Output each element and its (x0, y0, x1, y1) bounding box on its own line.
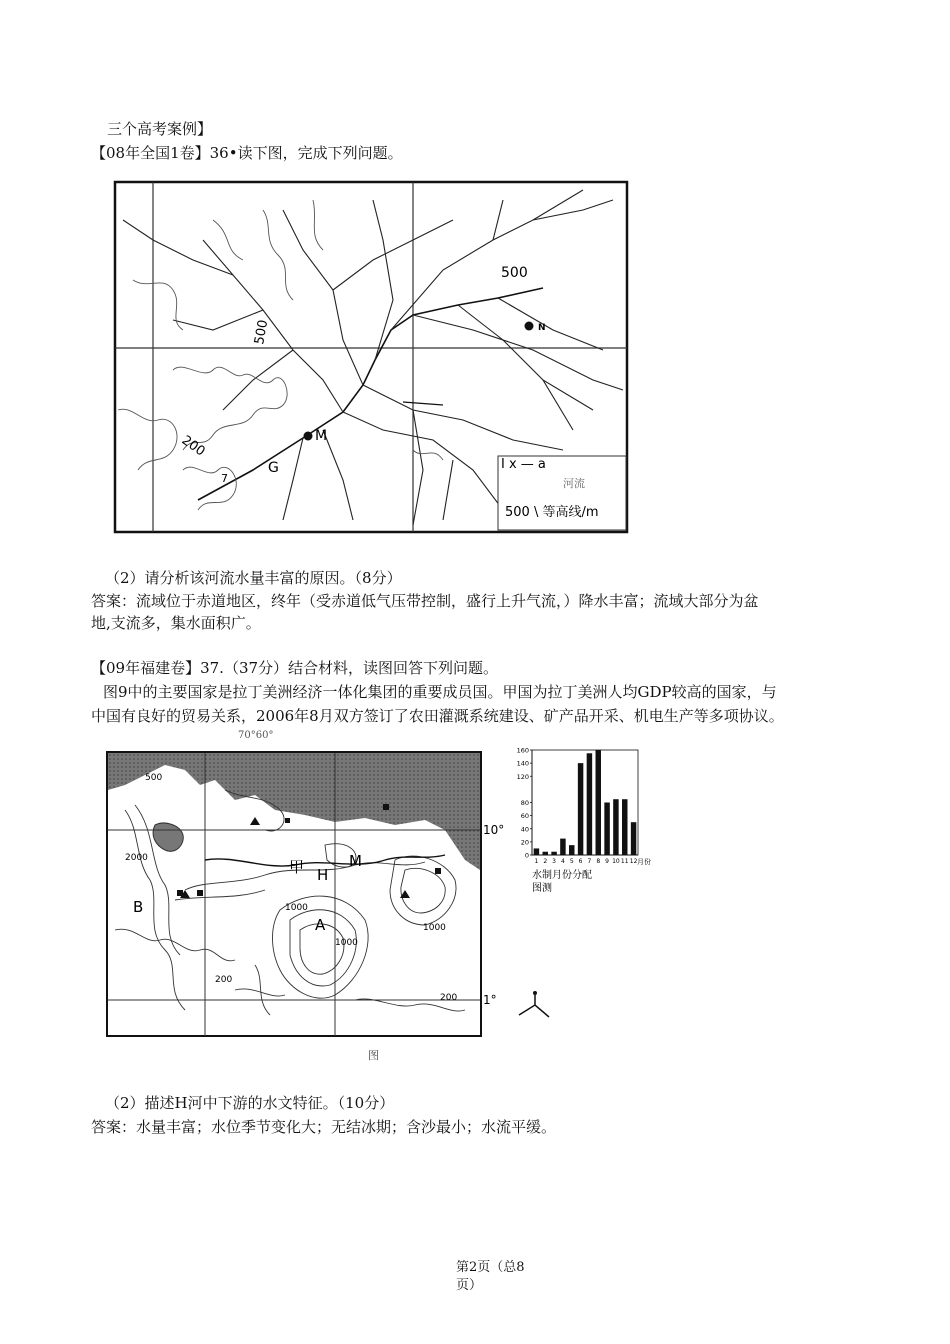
case2-question: （2）描述H河中下游的水文特征。（10分） (105, 1094, 395, 1112)
lat-10-label: 10° (483, 823, 505, 837)
contour-500-top: 500 (501, 265, 528, 281)
mark-7: 7 (221, 472, 228, 485)
chart-bar-9 (604, 803, 609, 856)
case2-material-line2: 中国有良好的贸易关系，2006年8月双方签订了农田灌溉系统建设、矿产品开采、机电生产等多项协议。 (91, 707, 784, 725)
contour-200-b: 200 (440, 993, 458, 1003)
chart-ytick-label: 0 (524, 851, 529, 860)
contour-200: 200 (178, 432, 208, 460)
contour-1000-c: 1000 (423, 923, 446, 933)
legend-river-symbol: I x — a (501, 457, 546, 472)
map2-caption: 图 (368, 1049, 379, 1062)
case1-answer-line2: 地,支流多，集水面积广。 (91, 614, 261, 632)
contour-500: 500 (145, 773, 163, 783)
contour-1000-b: 1000 (335, 938, 358, 948)
chart-bar-8 (596, 750, 601, 855)
chart-xtick: 10 (612, 858, 620, 865)
chart-bar-4 (560, 839, 565, 855)
chart-xtick: 4 (561, 858, 565, 865)
chart-xtick: 11 (620, 858, 629, 865)
case1-answer-line1: 答案：流域位于赤道地区，终年（受赤道低气压带控制，盛行上升气流，）降水丰富；流域大部分为盆 (91, 592, 759, 610)
case2-header: 【09年福建卷】37.（37分）结合材料，读图回答下列问题。 (91, 659, 499, 677)
chart-bar-5 (569, 845, 574, 855)
footer-page-line1: 第2页（总8 (456, 1260, 525, 1275)
region-b-label: B (133, 898, 144, 916)
chart-bar-11 (622, 799, 627, 855)
chart-xtick: 8 (596, 858, 601, 865)
chart-bar-3 (551, 852, 556, 855)
section-title: 三个高考案例】 (107, 120, 213, 138)
map2-top-label: 70°60° (238, 730, 274, 741)
point-g-label: G (268, 460, 279, 476)
chart-ytick-label: 20 (520, 838, 529, 847)
footer-page-line2: 页） (456, 1278, 483, 1293)
case1-question: （2）请分析该河流水量丰富的原因。（8分） (105, 569, 402, 587)
chart-bar-6 (578, 763, 583, 855)
chart-caption-line1: 水制月份分配 (532, 870, 592, 881)
river-h-label: H (317, 866, 329, 884)
chart-bar-12 (631, 822, 636, 855)
contour-500-mid: 500 (252, 318, 272, 346)
chart-xtick: 6 (578, 858, 583, 865)
case2-answer: 答案：水量丰富；水位季节变化大；无结冰期；含沙最小；水流平缓。 (91, 1118, 557, 1136)
country-jia-label: 甲 (289, 858, 305, 876)
case2-material-line1: 图9中的主要国家是拉丁美洲经济一体化集团的重要成员国。甲国为拉丁美洲人均GDP较高的国家，与 (103, 683, 777, 701)
legend-river-label: 河流 (563, 477, 585, 490)
lat-1-label: 1° (483, 993, 497, 1007)
case2-region-map (105, 750, 505, 1044)
point-m-label-2: M (349, 852, 362, 870)
legend-contour: 500 \ 等高线/m (505, 505, 599, 520)
north-arrow-icon (515, 985, 555, 1029)
chart-bar-1 (534, 848, 539, 855)
contour-200-a: 200 (215, 975, 233, 985)
runoff-bar-chart (508, 745, 668, 899)
chart-bar-7 (587, 753, 592, 855)
contour-2000: 2000 (125, 853, 148, 863)
chart-ytick-label: 60 (520, 812, 529, 821)
chart-ytick-label: 120 (516, 772, 529, 781)
chart-ytick-label: 160 (516, 746, 529, 755)
chart-xtick: 9 (605, 858, 609, 865)
case1-header: 【08年全国1卷】36•读下图，完成下列问题。 (91, 144, 403, 162)
chart-ytick-label: 80 (520, 799, 529, 807)
chart-xtick: 1 (534, 858, 539, 865)
region-a-label: A (315, 916, 326, 934)
chart-xlabel: 月份 (637, 858, 651, 866)
chart-bar-2 (543, 852, 548, 855)
chart-ytick-label: 140 (516, 759, 529, 768)
chart-xtick: 5 (569, 858, 574, 865)
case1-river-map (113, 180, 629, 538)
chart-xtick: 2 (543, 858, 548, 865)
chart-bar-10 (613, 799, 618, 855)
chart-xtick: 7 (587, 858, 592, 865)
chart-caption-line2: 图测 (532, 883, 552, 894)
point-m-label: M (315, 428, 328, 444)
contour-1000-a: 1000 (285, 903, 308, 913)
chart-xtick: 3 (552, 858, 556, 865)
chart-xtick: 12 (629, 858, 638, 865)
point-n-label: N (538, 323, 546, 333)
chart-ytick-label: 40 (520, 825, 529, 834)
